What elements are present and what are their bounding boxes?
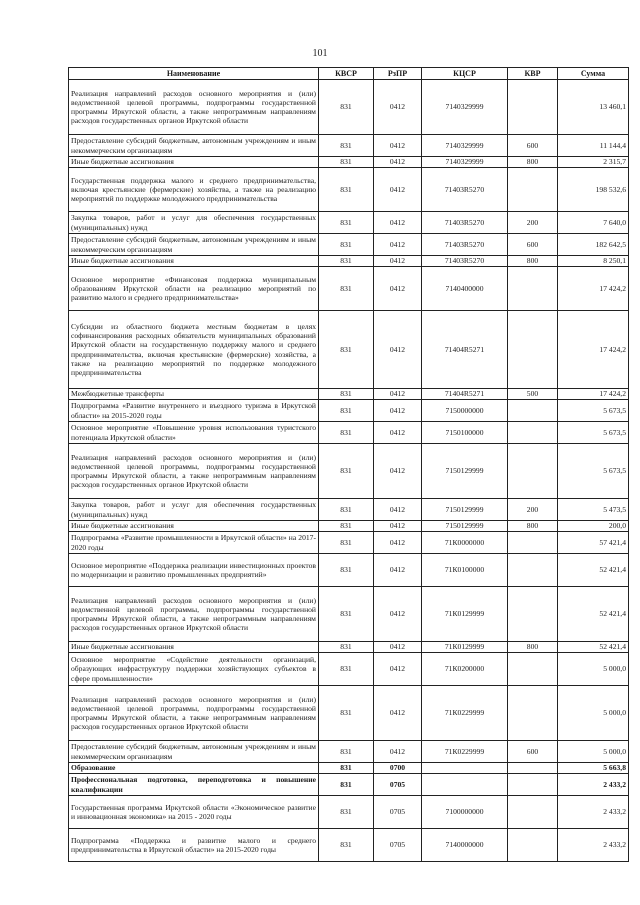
row-name: Закупка товаров, работ и услуг для обеспечения государственных (муниципальных) нужд xyxy=(69,212,319,234)
table-row xyxy=(69,642,629,653)
row-kvsr: 831 xyxy=(319,444,374,499)
row-kvsr: 831 xyxy=(319,499,374,521)
row-kvsr: 831 xyxy=(319,774,374,796)
row-kcsr: 71403R5270 xyxy=(422,212,508,234)
row-name: Межбюджетные трансферты xyxy=(69,389,319,400)
row-kvr: 200 xyxy=(508,212,558,234)
row-sum: 52 421,4 xyxy=(558,587,629,642)
row-kcsr: 71К0229999 xyxy=(422,741,508,763)
header-row xyxy=(69,68,629,80)
row-sum: 2 433,2 xyxy=(558,829,629,862)
row-sum: 182 642,5 xyxy=(558,234,629,256)
row-rzpr: 0700 xyxy=(374,763,422,774)
table-row xyxy=(69,653,629,686)
row-rzpr: 0412 xyxy=(374,521,422,532)
row-rzpr: 0412 xyxy=(374,400,422,422)
row-kvr: 800 xyxy=(508,521,558,532)
row-kcsr: 7150129999 xyxy=(422,521,508,532)
row-sum: 5 000,0 xyxy=(558,686,629,741)
row-sum: 8 250,1 xyxy=(558,256,629,267)
row-rzpr: 0412 xyxy=(374,422,422,444)
row-rzpr: 0412 xyxy=(374,212,422,234)
row-rzpr: 0412 xyxy=(374,168,422,212)
row-kvsr: 831 xyxy=(319,829,374,862)
row-kcsr: 71К0129999 xyxy=(422,642,508,653)
row-kvr xyxy=(508,829,558,862)
table-row xyxy=(69,587,629,642)
row-kvsr: 831 xyxy=(319,400,374,422)
row-kvsr: 831 xyxy=(319,267,374,311)
header-name: Наименование xyxy=(69,68,319,80)
table-row xyxy=(69,741,629,763)
row-name: Образование xyxy=(69,763,319,774)
row-kvsr: 831 xyxy=(319,587,374,642)
table-row xyxy=(69,400,629,422)
row-sum: 2 433,2 xyxy=(558,774,629,796)
row-sum: 200,0 xyxy=(558,521,629,532)
row-name: Государственная поддержка малого и среднего предпринимательства, включая крестьянские (фермерские) хозяйства, а также на реализацию мероприятий по поддержке молодежного предпринимательства xyxy=(69,168,319,212)
row-name: Основное мероприятие «Поддержка реализации инвестиционных проектов по модернизации и развитию промышленных предприятий» xyxy=(69,554,319,587)
row-kcsr: 71403R5270 xyxy=(422,256,508,267)
row-kvr xyxy=(508,311,558,389)
row-rzpr: 0412 xyxy=(374,642,422,653)
row-kvsr: 831 xyxy=(319,157,374,168)
table-row xyxy=(69,422,629,444)
row-sum: 17 424,2 xyxy=(558,389,629,400)
row-kvsr: 831 xyxy=(319,741,374,763)
row-kvr xyxy=(508,653,558,686)
row-kvsr: 831 xyxy=(319,212,374,234)
row-kvsr: 831 xyxy=(319,311,374,389)
row-sum: 7 640,0 xyxy=(558,212,629,234)
row-rzpr: 0412 xyxy=(374,234,422,256)
row-rzpr: 0412 xyxy=(374,389,422,400)
table-row xyxy=(69,444,629,499)
table-row xyxy=(69,212,629,234)
row-kcsr: 71К0200000 xyxy=(422,653,508,686)
row-kvr xyxy=(508,532,558,554)
row-kvsr: 831 xyxy=(319,642,374,653)
table-row xyxy=(69,157,629,168)
row-name: Предоставление субсидий бюджетным, автономным учреждениям и иным некоммерческим организациям xyxy=(69,741,319,763)
row-rzpr: 0412 xyxy=(374,157,422,168)
row-kcsr: 7150129999 xyxy=(422,444,508,499)
row-kvsr: 831 xyxy=(319,80,374,135)
row-kvr: 800 xyxy=(508,642,558,653)
table-row xyxy=(69,168,629,212)
row-kvsr: 831 xyxy=(319,521,374,532)
row-kcsr: 7100000000 xyxy=(422,796,508,829)
row-kcsr: 71404R5271 xyxy=(422,389,508,400)
row-rzpr: 0705 xyxy=(374,829,422,862)
row-name: Подпрограмма «Поддержка и развитие малого и среднего предпринимательства в Иркутской области» на 2015-2020 годы xyxy=(69,829,319,862)
page-number: 101 xyxy=(312,48,328,59)
table-row xyxy=(69,234,629,256)
row-sum: 5 000,0 xyxy=(558,741,629,763)
row-kvsr: 831 xyxy=(319,796,374,829)
row-rzpr: 0412 xyxy=(374,554,422,587)
header-rzpr: РзПР xyxy=(374,68,422,80)
table-row xyxy=(69,554,629,587)
row-kvr: 600 xyxy=(508,741,558,763)
row-sum: 5 000,0 xyxy=(558,653,629,686)
row-kvr xyxy=(508,796,558,829)
row-kvr xyxy=(508,267,558,311)
table-body xyxy=(69,80,629,862)
row-kvr: 800 xyxy=(508,256,558,267)
row-kvsr: 831 xyxy=(319,653,374,686)
header-kvsr: КВСР xyxy=(319,68,374,80)
row-kvsr: 831 xyxy=(319,135,374,157)
row-kvsr: 831 xyxy=(319,422,374,444)
row-kvr: 600 xyxy=(508,234,558,256)
row-sum: 5 673,5 xyxy=(558,422,629,444)
header-kcsr: КЦСР xyxy=(422,68,508,80)
row-kcsr: 71К0000000 xyxy=(422,532,508,554)
row-rzpr: 0412 xyxy=(374,532,422,554)
table-row xyxy=(69,135,629,157)
row-name: Основное мероприятие «Финансовая поддержка муниципальным образованиям Иркутской области на реализацию мероприятий по развитию малого и среднего предпринимательства» xyxy=(69,267,319,311)
row-name: Основное мероприятие «Повышение уровня использования туристского потенциала Иркутской области» xyxy=(69,422,319,444)
row-sum: 2 433,2 xyxy=(558,796,629,829)
row-kvr xyxy=(508,422,558,444)
table-row xyxy=(69,80,629,135)
row-kvsr: 831 xyxy=(319,168,374,212)
row-kcsr: 7140329999 xyxy=(422,157,508,168)
row-kvr: 800 xyxy=(508,157,558,168)
table-header xyxy=(69,68,629,80)
table-row xyxy=(69,499,629,521)
row-sum: 17 424,2 xyxy=(558,267,629,311)
row-kvsr: 831 xyxy=(319,686,374,741)
budget-table xyxy=(68,67,629,862)
row-kvsr: 831 xyxy=(319,532,374,554)
table-row xyxy=(69,267,629,311)
row-name: Закупка товаров, работ и услуг для обеспечения государственных (муниципальных) нужд xyxy=(69,499,319,521)
row-rzpr: 0705 xyxy=(374,796,422,829)
row-kvr xyxy=(508,774,558,796)
row-name: Подпрограмма «Развитие внутреннего и въездного туризма в Иркутской области» на 2015-2020 годы xyxy=(69,400,319,422)
row-kvr: 600 xyxy=(508,135,558,157)
row-kcsr: 7140329999 xyxy=(422,135,508,157)
row-kvsr: 831 xyxy=(319,763,374,774)
row-sum: 52 421,4 xyxy=(558,642,629,653)
row-kcsr: 7140000000 xyxy=(422,829,508,862)
row-rzpr: 0412 xyxy=(374,587,422,642)
row-kvr xyxy=(508,80,558,135)
row-rzpr: 0412 xyxy=(374,653,422,686)
row-kcsr: 7150129999 xyxy=(422,499,508,521)
row-kvsr: 831 xyxy=(319,554,374,587)
table-row xyxy=(69,763,629,774)
row-rzpr: 0412 xyxy=(374,499,422,521)
row-sum: 17 424,2 xyxy=(558,311,629,389)
row-kcsr: 71К0229999 xyxy=(422,686,508,741)
row-name: Реализация направлений расходов основного мероприятия и (или) ведомственной целевой программы, подпрограммы государственной программы Иркутской области, а также непрограммным направлениям расходов государственных органов Иркутской области xyxy=(69,587,319,642)
row-sum: 13 460,1 xyxy=(558,80,629,135)
row-rzpr: 0412 xyxy=(374,267,422,311)
row-name: Подпрограмма «Развитие промышленности в Иркутской области» на 2017-2020 годы xyxy=(69,532,319,554)
row-rzpr: 0705 xyxy=(374,774,422,796)
row-sum: 5 673,5 xyxy=(558,444,629,499)
row-rzpr: 0412 xyxy=(374,686,422,741)
row-kvsr: 831 xyxy=(319,234,374,256)
row-kvr: 200 xyxy=(508,499,558,521)
row-sum: 198 532,6 xyxy=(558,168,629,212)
row-name: Реализация направлений расходов основного мероприятия и (или) ведомственной целевой программы, подпрограммы государственной программы Иркутской области, а также непрограммным направлениям расходов государственных органов Иркутской области xyxy=(69,686,319,741)
row-sum: 11 144,4 xyxy=(558,135,629,157)
row-rzpr: 0412 xyxy=(374,80,422,135)
row-sum: 5 663,8 xyxy=(558,763,629,774)
table-row xyxy=(69,774,629,796)
table-row xyxy=(69,829,629,862)
row-rzpr: 0412 xyxy=(374,741,422,763)
row-name: Основное мероприятие «Содействие деятельности организаций, образующих инфраструктуру поддержки хозяйствующих субъектов в сфере промышленности» xyxy=(69,653,319,686)
table-row xyxy=(69,521,629,532)
table-row xyxy=(69,256,629,267)
row-name: Государственная программа Иркутской области «Экономическое развитие и инновационная экономика» на 2015 - 2020 годы xyxy=(69,796,319,829)
row-kvsr: 831 xyxy=(319,256,374,267)
row-name: Профессиональная подготовка, переподготовка и повышение квалификации xyxy=(69,774,319,796)
row-kcsr: 7150000000 xyxy=(422,400,508,422)
row-sum: 52 421,4 xyxy=(558,554,629,587)
row-name: Предоставление субсидий бюджетным, автономным учреждениям и иным некоммерческим организациям xyxy=(69,135,319,157)
row-rzpr: 0412 xyxy=(374,311,422,389)
row-sum: 57 421,4 xyxy=(558,532,629,554)
row-kcsr: 7140400000 xyxy=(422,267,508,311)
table-row xyxy=(69,532,629,554)
row-kcsr: 7150100000 xyxy=(422,422,508,444)
row-name: Иные бюджетные ассигнования xyxy=(69,642,319,653)
row-kvr xyxy=(508,686,558,741)
row-rzpr: 0412 xyxy=(374,135,422,157)
row-sum: 5 673,5 xyxy=(558,400,629,422)
row-kcsr: 71403R5270 xyxy=(422,168,508,212)
row-kvsr: 831 xyxy=(319,389,374,400)
row-kcsr xyxy=(422,774,508,796)
row-rzpr: 0412 xyxy=(374,444,422,499)
row-kvr xyxy=(508,400,558,422)
row-kcsr xyxy=(422,763,508,774)
table-row xyxy=(69,686,629,741)
row-kcsr: 71403R5270 xyxy=(422,234,508,256)
header-sum: Сумма xyxy=(558,68,629,80)
row-sum: 2 315,7 xyxy=(558,157,629,168)
row-name: Иные бюджетные ассигнования xyxy=(69,157,319,168)
row-name: Предоставление субсидий бюджетным, автономным учреждениям и иным некоммерческим организациям xyxy=(69,234,319,256)
row-kcsr: 7140329999 xyxy=(422,80,508,135)
table-row xyxy=(69,796,629,829)
row-kvr xyxy=(508,587,558,642)
row-kcsr: 71К0100000 xyxy=(422,554,508,587)
row-rzpr: 0412 xyxy=(374,256,422,267)
row-sum: 5 473,5 xyxy=(558,499,629,521)
row-name: Реализация направлений расходов основного мероприятия и (или) ведомственной целевой программы, подпрограммы государственной программы Иркутской области, а также непрограммным направлениям расходов государственных органов Иркутской области xyxy=(69,80,319,135)
table-row xyxy=(69,311,629,389)
row-name: Субсидии из областного бюджета местным бюджетам в целях софинансирования расходных обязательств муниципальных образований Иркутской области на государственную поддержку малого и среднего предпринимательства, включая крестьянские (фермерские) хозяйства, а также на реализацию мероприятий по поддержке молодежного предпринимательства xyxy=(69,311,319,389)
row-kvr xyxy=(508,444,558,499)
row-kvr xyxy=(508,168,558,212)
row-name: Иные бюджетные ассигнования xyxy=(69,521,319,532)
row-kcsr: 71404R5271 xyxy=(422,311,508,389)
table-row xyxy=(69,389,629,400)
row-kvr xyxy=(508,554,558,587)
header-kvr: КВР xyxy=(508,68,558,80)
row-name: Иные бюджетные ассигнования xyxy=(69,256,319,267)
row-name: Реализация направлений расходов основного мероприятия и (или) ведомственной целевой программы, подпрограммы государственной программы Иркутской области, а также непрограммным направлениям расходов государственных органов Иркутской области xyxy=(69,444,319,499)
row-kvr xyxy=(508,763,558,774)
row-kvr: 500 xyxy=(508,389,558,400)
row-kcsr: 71К0129999 xyxy=(422,587,508,642)
